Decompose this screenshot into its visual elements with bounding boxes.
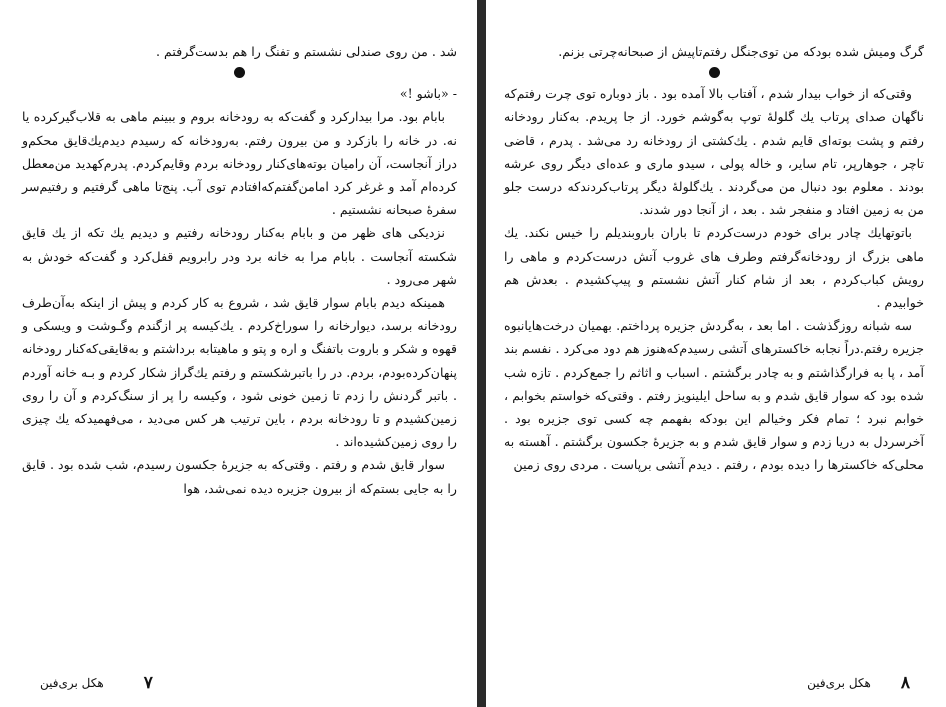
left-paragraph-2: نزدیکی های ظهر من و بابام به‌کنار رودخانه رفتیم و دیدیم یك تکه از یك قایق شکسته آنجاست . بابام مرا به خانه برد ودر رابرویم قفل‌کرد و گفت‌که خودش به شهر می‌رود . (22, 225, 457, 287)
left-paragraph-3: همینکه دیدم بابام سوار قایق شد ، شروع به کار کردم و پیش از اینکه به‌آن‌طرف رودخانه برسد، دیوارخانه را سوراخ‌کردم . یك‌کیسه پر ازگندم وگـوشت و ویسکی و قهوه و شکر و باروت باتفنگ و اره و پتو و ماهیتابه برداشتم و به‌قایقی‌که‌کنار رودخانه پنهان‌کرده‌بودم، بردم. در را باتبرشکستم و رفتم یك‌گراز شکار کردم و بـه خانه آوردم . باتبر گردنش را زدم تا زمین خونی شود ، وکیسه را پر از سنگ‌کردم و آن را روی زمین‌کشیدم و تا رودخانه بردم ، باین ترتیب هر کس می‌دید ، می‌فهمیدکه یك چیزی را روی زمین‌کشیده‌اند . (22, 295, 457, 450)
right-paragraph-3: سه شبانه روزگذشت . اما بعد ، به‌گردش جزیره پرداختم. بهمیان درخت‌هایانبوه جزیره رفتم.دراً نجابه خاکسترهای آتشی رسیدم‌که‌هنوز هم دود می‌کرد . نفسم بند آمد ، پا به فرارگذاشتم و به چادر برگشتم . اسباب و اثاثم را جمع‌کردم . تازه شب شده بود که سوار قایق شدم و به ساحل ایلینویز رفتم . وقتی‌که خواستم بخوابم ، خوابم نبرد ؛ تمام فکر وخیالم این بودکه بفهمم چه کسی توی جزیره بود . آخرسردل به دریا زدم و سوار قایق شدم و به جزیرهٔ جکسون برگشتم . آهسته به محلی‌که خاکسترها را دیده بودم ، رفتم . دیدم آتشی برپاست . مردی روی زمین (504, 318, 924, 473)
right-page-footer (807, 673, 916, 693)
right-paragraph-2: باتوتهایك چادر برای خودم درست‌کردم تا باران باروبندیلم را خیس نکند. یك ماهی بزرگ از رودخانه‌گرفتم وطرف های غروب آتش درست‌کردم و ماهی را رویش کباب‌کردم ، بعد از شام کنار آتش نشستم و پیپ‌کشیدم . بعدش هم خوابیدم . (504, 225, 924, 311)
left-paragraph-1: بابام بود. مرا بیدارکرد و گفت‌که به رودخانه بروم و ببینم ماهی به قلاب‌گیرکرده یا نه. در خانه را بازکرد و من بیرون رفتم. به‌رودخانه که رسیدم دیدم‌یك‌قایق محکم‌و دراز آنجاست، آن راميان بوته‌های‌کنار رودخانه بردم وقايم‌کردم. پدرم‌کهدید من‌معطل کرده‌ام آمد و غرغر کرد امامن‌گفتم‌که‌افتادم توی آب. پنج‌تا ماهی گرفتیم و رفتیم‌سر سفرهٔ صبحانه نشستیم . (22, 109, 457, 218)
right-top-line: گرگ ومیش شده بودکه من توی‌جنگل رفتم‌تاپیش از صبحانه‌چرتی بزنم. (558, 44, 924, 59)
page-number: ۸ (900, 673, 910, 693)
left-page-footer (40, 673, 159, 693)
running-title: هکل بری‌فین (40, 676, 104, 690)
page-number: ۷ (143, 673, 153, 693)
running-title: هکل بری‌فین (807, 676, 871, 690)
left-top-line: شد . من روی صندلی نشستم و تفنگ را هم بدست‌گرفتم . (156, 44, 457, 59)
left-paragraph-4: سوار قایق شدم و رفتم . وقتی‌که به جزیرهٔ جکسون رسیدم، شب شده بود . قایق را به جایی بستم‌که از بیرون جزیره دیده نمی‌شد، هوا (22, 457, 457, 496)
right-paragraph-1: وقتی‌که از خواب بیدار شدم ، آفتاب بالا آمده بود . باز دوباره توی چرت رفتم‌که ناگهان صدای پرتاب یك گلولهٔ توپ به‌گوشم خورد. از جا پریدم. به‌کنار رودخانه رفتم و پشت بوته‌ای قایم شدم . یك‌کشتی از رودخانه رد می‌شد . پدرم ، قاضی تاچر ، جوهارپر، تام سایر، و خاله پولی ، سیدو ماری و عده‌ای دیگر روی عرشه بودند . معلوم بود دنبال من می‌گردند . یك‌گلولهٔ دیگر پرتاب‌کردندکه درست جلو من به زمین افتاد و منفجر شد . بعد ، از آنجا دور شدند. (504, 86, 924, 218)
section-separator-dot (234, 67, 245, 78)
dialogue-line: - «باشو !» (399, 86, 457, 102)
book-gutter (477, 0, 486, 707)
section-separator-dot (709, 67, 720, 78)
right-page (486, 0, 946, 707)
